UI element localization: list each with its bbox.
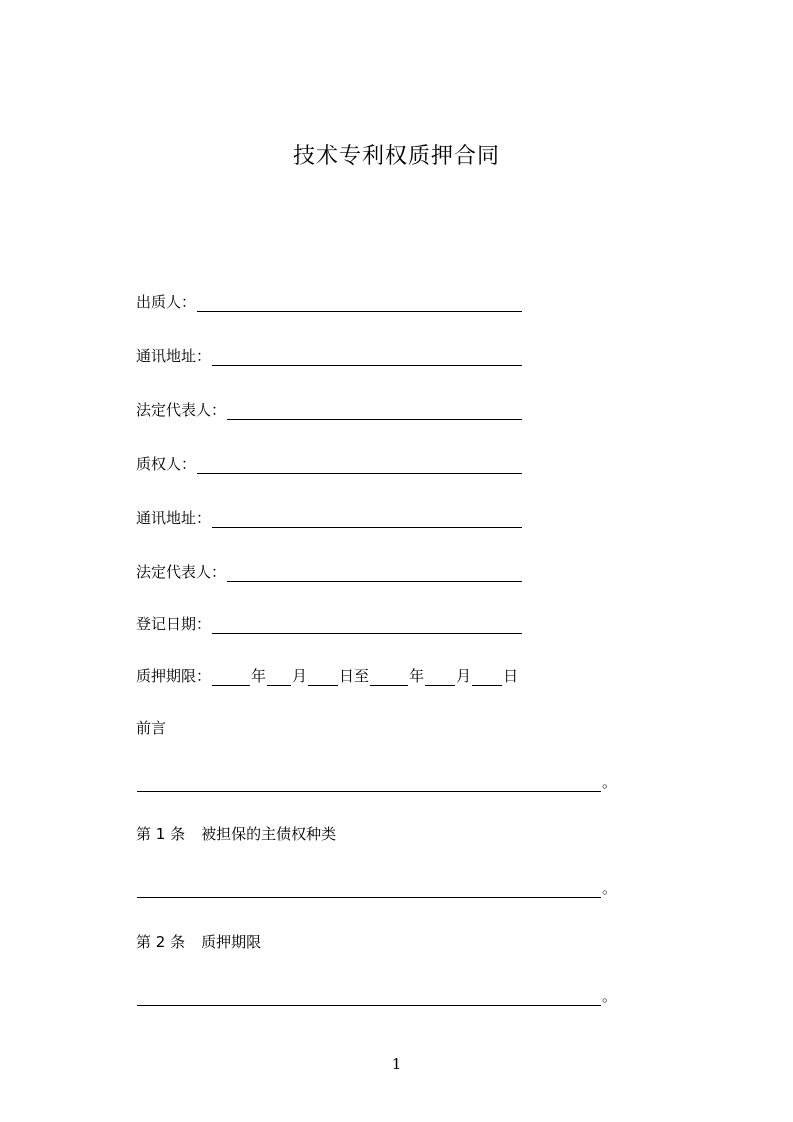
blank-line[interactable]: [212, 510, 522, 528]
preface-heading: 前言: [136, 719, 167, 737]
field-label: 法定代表人：: [136, 401, 227, 419]
year-unit: 年: [251, 667, 267, 685]
blank-line[interactable]: [137, 988, 601, 1006]
blank-line[interactable]: [197, 456, 522, 474]
document-title: 技术专利权质押合同: [292, 144, 500, 169]
pledgee-address-field: [136, 506, 523, 528]
article-title: 质押期限: [201, 933, 262, 951]
period-mark: 。: [602, 987, 618, 1005]
article-title: 被担保的主债权种类: [201, 825, 337, 843]
field-label: 出质人：: [136, 293, 197, 311]
pledgor-field: [136, 290, 523, 312]
blank-line[interactable]: [212, 616, 522, 634]
blank-line[interactable]: [197, 294, 522, 312]
start-month-blank[interactable]: [267, 668, 291, 686]
registration-date-field: [136, 612, 523, 634]
article-2-heading: [136, 932, 261, 952]
pledgor-address-field: [136, 344, 523, 366]
pledgor-representative-field: [136, 398, 523, 420]
start-year-blank[interactable]: [212, 668, 250, 686]
period-mark: 。: [602, 773, 618, 791]
pledgee-field: [136, 452, 523, 474]
page-number: 1: [391, 1055, 402, 1073]
field-label: 通讯地址：: [136, 347, 212, 365]
end-day-blank[interactable]: [472, 668, 502, 686]
field-label: 法定代表人：: [136, 563, 227, 581]
article-number: 第 2 条: [136, 933, 186, 951]
field-label: 质权人：: [136, 455, 197, 473]
article-1-heading: [136, 824, 336, 844]
end-month-blank[interactable]: [425, 668, 455, 686]
article-2-content-line: [136, 984, 617, 1006]
field-label: 通讯地址：: [136, 509, 212, 527]
month-unit: 月: [456, 667, 472, 685]
blank-line[interactable]: [227, 402, 522, 420]
blank-line[interactable]: [137, 774, 601, 792]
blank-line[interactable]: [227, 564, 522, 582]
blank-line[interactable]: [212, 348, 522, 366]
field-label: 质押期限：: [136, 667, 212, 685]
article-1-content-line: [136, 876, 617, 898]
year-unit: 年: [409, 667, 425, 685]
pledge-term-field: [136, 664, 518, 686]
period-mark: 。: [602, 879, 618, 897]
day-unit: 日: [503, 667, 519, 685]
day-to-unit: 日至: [339, 667, 370, 685]
start-day-blank[interactable]: [308, 668, 338, 686]
month-unit: 月: [292, 667, 308, 685]
field-label: 登记日期：: [136, 615, 212, 633]
pledgee-representative-field: [136, 560, 523, 582]
blank-line[interactable]: [137, 880, 601, 898]
article-number: 第 1 条: [136, 825, 186, 843]
end-year-blank[interactable]: [370, 668, 408, 686]
preface-content-line: [136, 770, 617, 792]
